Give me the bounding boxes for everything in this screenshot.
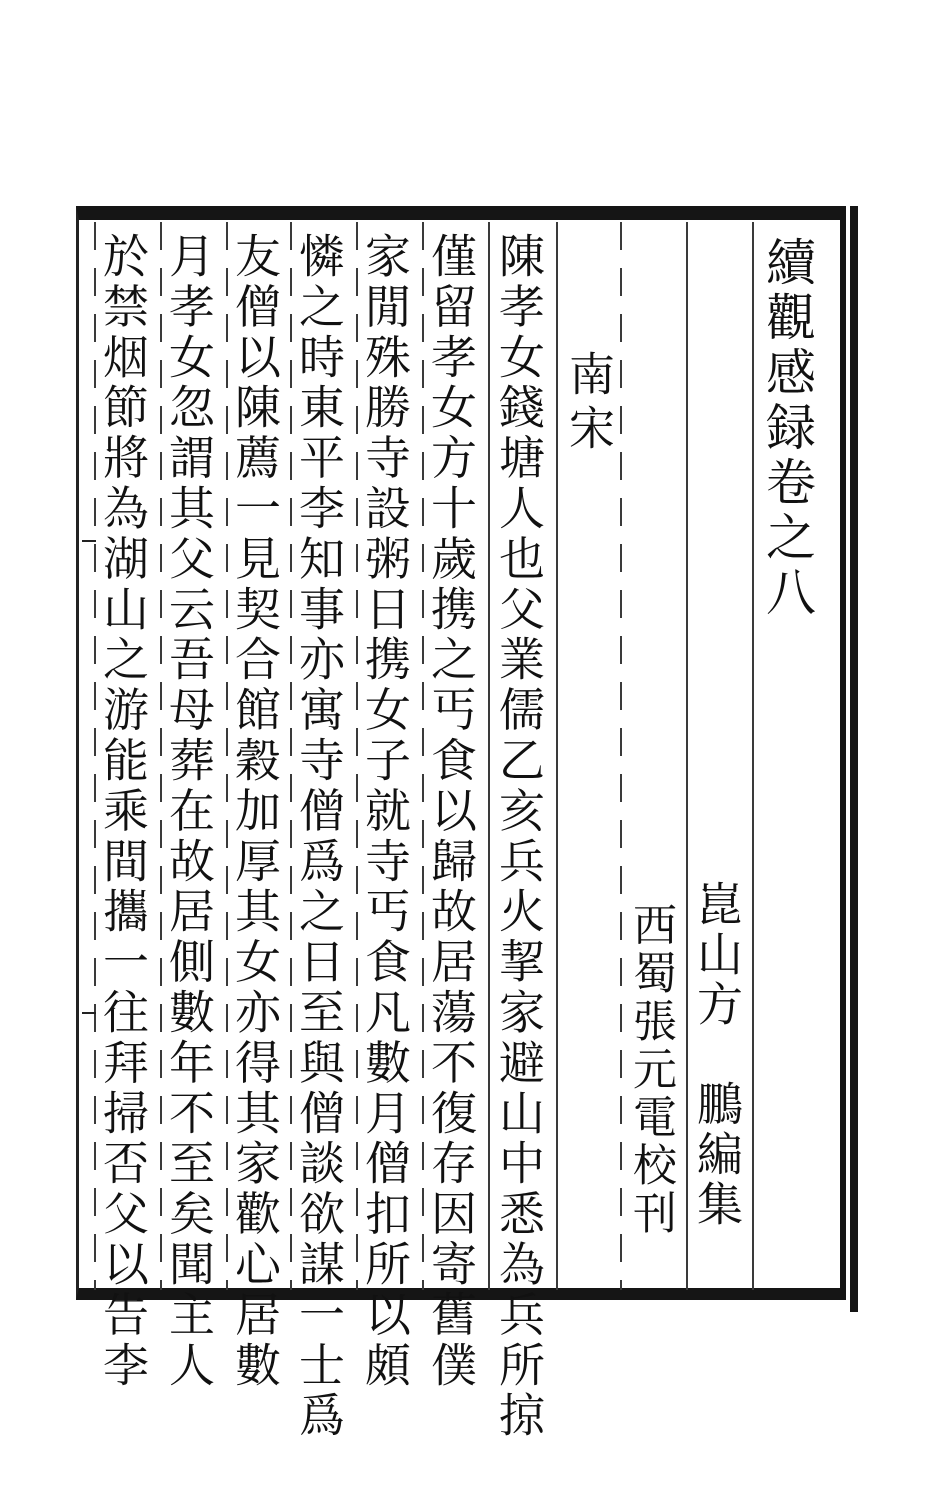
compiler-credit: 崑山方 鵬編集 — [690, 880, 744, 1230]
column-divider — [488, 222, 490, 1290]
volume-title: 續觀感録卷之八 — [758, 236, 816, 621]
text-column: 於禁烟節將為湖山之游能乘間攜一往拜掃否父以告李 — [96, 232, 150, 1392]
page-edge — [850, 206, 858, 1312]
margin-tick — [82, 1012, 96, 1014]
column-divider — [556, 222, 558, 1290]
column-divider — [752, 222, 754, 1290]
text-column: 友僧以陳薦一見契合館穀加厚其女亦得其家歡心居數 — [228, 232, 282, 1392]
era-heading: 南宋 — [562, 350, 616, 458]
text-column: 僅留孝女方十歲携之丐食以歸故居蕩不復存因寄舊僕 — [424, 232, 478, 1392]
editor-credit: 西蜀張元電校刊 — [625, 902, 676, 1238]
text-column: 憐之時東平李知事亦寓寺僧爲之日至與僧談欲謀一士爲 — [292, 232, 346, 1442]
text-column: 月孝女忽謂其父云吾母葬在故居側數年不至矣聞主人 — [162, 232, 216, 1392]
text-column: 家閒殊勝寺設粥日携女子就寺丐食凡數月僧扣所以頗 — [358, 232, 412, 1392]
column-divider — [686, 222, 688, 1290]
text-column: 陳孝女錢塘人也父業儒乙亥兵火挈家避山中悉為兵所掠 — [492, 232, 546, 1442]
margin-tick — [82, 540, 96, 542]
column-divider — [620, 222, 622, 1290]
